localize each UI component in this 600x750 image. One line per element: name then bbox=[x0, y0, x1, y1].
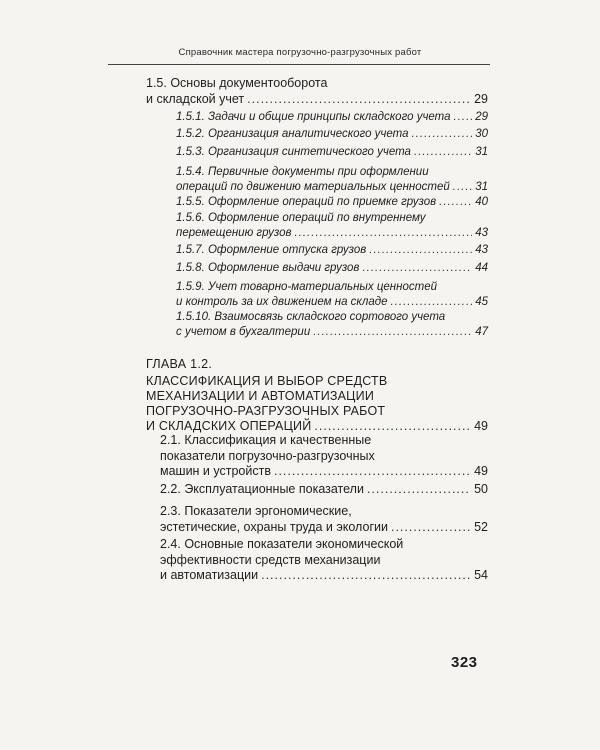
dot-leader bbox=[439, 195, 472, 210]
dot-leader bbox=[261, 568, 471, 584]
page-number: 31 bbox=[475, 181, 488, 193]
page-number: 44 bbox=[475, 262, 488, 274]
page-number: 29 bbox=[475, 111, 488, 123]
dot-leader bbox=[453, 180, 472, 195]
chapter-label: ГЛАВА 1.2. bbox=[146, 357, 213, 371]
toc-entry-text: 1.5.8. Оформление выдачи грузов bbox=[176, 262, 360, 274]
page-number: 40 bbox=[475, 196, 488, 208]
page-number: 43 bbox=[475, 227, 488, 239]
toc-entry-text: 1.5. Основы документооборота bbox=[146, 76, 328, 90]
toc-entry-text: 1.5.9. Учет товарно-материальных ценностей bbox=[176, 281, 437, 293]
toc-entry-text: и складской учет bbox=[146, 91, 245, 106]
dot-leader bbox=[314, 419, 471, 434]
toc-entry-text: показатели погрузочно-разгрузочных bbox=[160, 448, 375, 463]
toc-entry-text: и контроль за их движением на складе bbox=[176, 296, 388, 308]
dot-leader bbox=[390, 295, 472, 310]
toc-entry-chapter-1-2[interactable] bbox=[146, 374, 488, 434]
page-number: 49 bbox=[474, 464, 488, 478]
toc-entry-text: 2.1. Классификация и качественные bbox=[160, 433, 372, 447]
toc-entry-text: с учетом в бухгалтерии bbox=[176, 326, 311, 338]
toc-entry-2-4[interactable] bbox=[160, 537, 488, 584]
toc-entry-1-5[interactable] bbox=[146, 76, 488, 107]
page-number: 54 bbox=[474, 568, 488, 582]
page-number: 45 bbox=[475, 296, 488, 308]
toc-entry-text: 2.4. Основные показатели экономической bbox=[160, 537, 404, 551]
dot-leader bbox=[362, 261, 472, 276]
page-number: 52 bbox=[474, 519, 488, 534]
dot-leader bbox=[454, 110, 473, 125]
toc-entry-1-5-9[interactable] bbox=[176, 280, 488, 310]
toc-entry-1-5-2[interactable] bbox=[176, 127, 488, 142]
toc-entry-text: 1.5.7. Оформление отпуска грузов bbox=[176, 244, 367, 256]
toc-entry-text: 1.5.4. Первичные документы при оформлении bbox=[176, 166, 429, 178]
toc-entry-1-5-6[interactable] bbox=[176, 211, 488, 241]
toc-entry-text: 1.5.6. Оформление операций по внутреннему bbox=[176, 212, 426, 224]
toc-entry-1-5-1[interactable] bbox=[176, 110, 488, 125]
toc-entry-text: и автоматизации bbox=[160, 568, 259, 582]
toc-entry-1-5-3[interactable] bbox=[176, 145, 488, 160]
toc-entry-text: 2.2. Эксплуатационные показатели bbox=[160, 482, 364, 496]
toc-entry-text: 1.5.10. Взаимосвязь складского сортового учета bbox=[176, 311, 446, 323]
page-number: 31 bbox=[475, 146, 488, 158]
toc-entry-1-5-4[interactable] bbox=[176, 165, 488, 195]
chapter-title-line: МЕХАНИЗАЦИИ И АВТОМАТИЗАЦИИ bbox=[146, 389, 375, 403]
dot-leader bbox=[414, 145, 472, 160]
page-number: 49 bbox=[474, 419, 488, 433]
dot-leader bbox=[294, 226, 472, 241]
page-number: 29 bbox=[474, 91, 488, 106]
chapter-title-line: И СКЛАДСКИХ ОПЕРАЦИЙ bbox=[146, 419, 312, 433]
toc-entry-text: перемещению грузов bbox=[176, 227, 292, 239]
toc-entry-text: 2.3. Показатели эргономические, bbox=[160, 504, 352, 518]
toc-entry-text: эстетические, охраны труда и экологии bbox=[160, 519, 388, 534]
toc-entry-text: 1.5.3. Организация синтетического учета bbox=[176, 146, 411, 158]
page-number: 50 bbox=[474, 482, 488, 496]
toc-entry-1-5-10[interactable] bbox=[176, 310, 488, 340]
dot-leader bbox=[247, 92, 471, 108]
toc-entry-2-2[interactable] bbox=[160, 482, 488, 498]
toc-entry-text: операций по движению материальных ценностей bbox=[176, 181, 450, 193]
chapter-title-line: ПОГРУЗОЧНО-РАЗГРУЗОЧНЫХ РАБОТ bbox=[146, 404, 386, 418]
chapter-title-line: КЛАССИФИКАЦИЯ И ВЫБОР СРЕДСТВ bbox=[146, 374, 388, 388]
toc-entry-1-5-5[interactable] bbox=[176, 195, 488, 210]
toc-entry-1-5-8[interactable] bbox=[176, 261, 488, 276]
toc-entry-text: 1.5.2. Организация аналитического учета bbox=[176, 128, 409, 140]
toc-entry-text: машин и устройств bbox=[160, 464, 271, 478]
toc-entry-text: эффективности средств механизации bbox=[160, 552, 381, 567]
dot-leader bbox=[274, 464, 471, 480]
dot-leader bbox=[313, 325, 472, 340]
toc-entry-1-5-7[interactable] bbox=[176, 243, 488, 258]
toc-entry-2-1[interactable] bbox=[160, 433, 488, 480]
dot-leader bbox=[367, 482, 471, 498]
dot-leader bbox=[391, 520, 471, 536]
running-head: Справочник мастера погрузочно-разгрузочных работ bbox=[178, 47, 422, 58]
page-folio-number: 323 bbox=[451, 654, 478, 671]
dot-leader bbox=[369, 243, 472, 258]
toc-entry-text: 1.5.1. Задачи и общие принципы складского учета bbox=[176, 111, 451, 123]
dot-leader bbox=[411, 127, 472, 142]
page-number: 30 bbox=[475, 128, 488, 140]
page-number: 47 bbox=[475, 326, 488, 338]
toc-entry-2-3[interactable] bbox=[160, 504, 488, 535]
page-number: 43 bbox=[475, 244, 488, 256]
toc-entry-text: 1.5.5. Оформление операций по приемке грузов bbox=[176, 196, 437, 208]
